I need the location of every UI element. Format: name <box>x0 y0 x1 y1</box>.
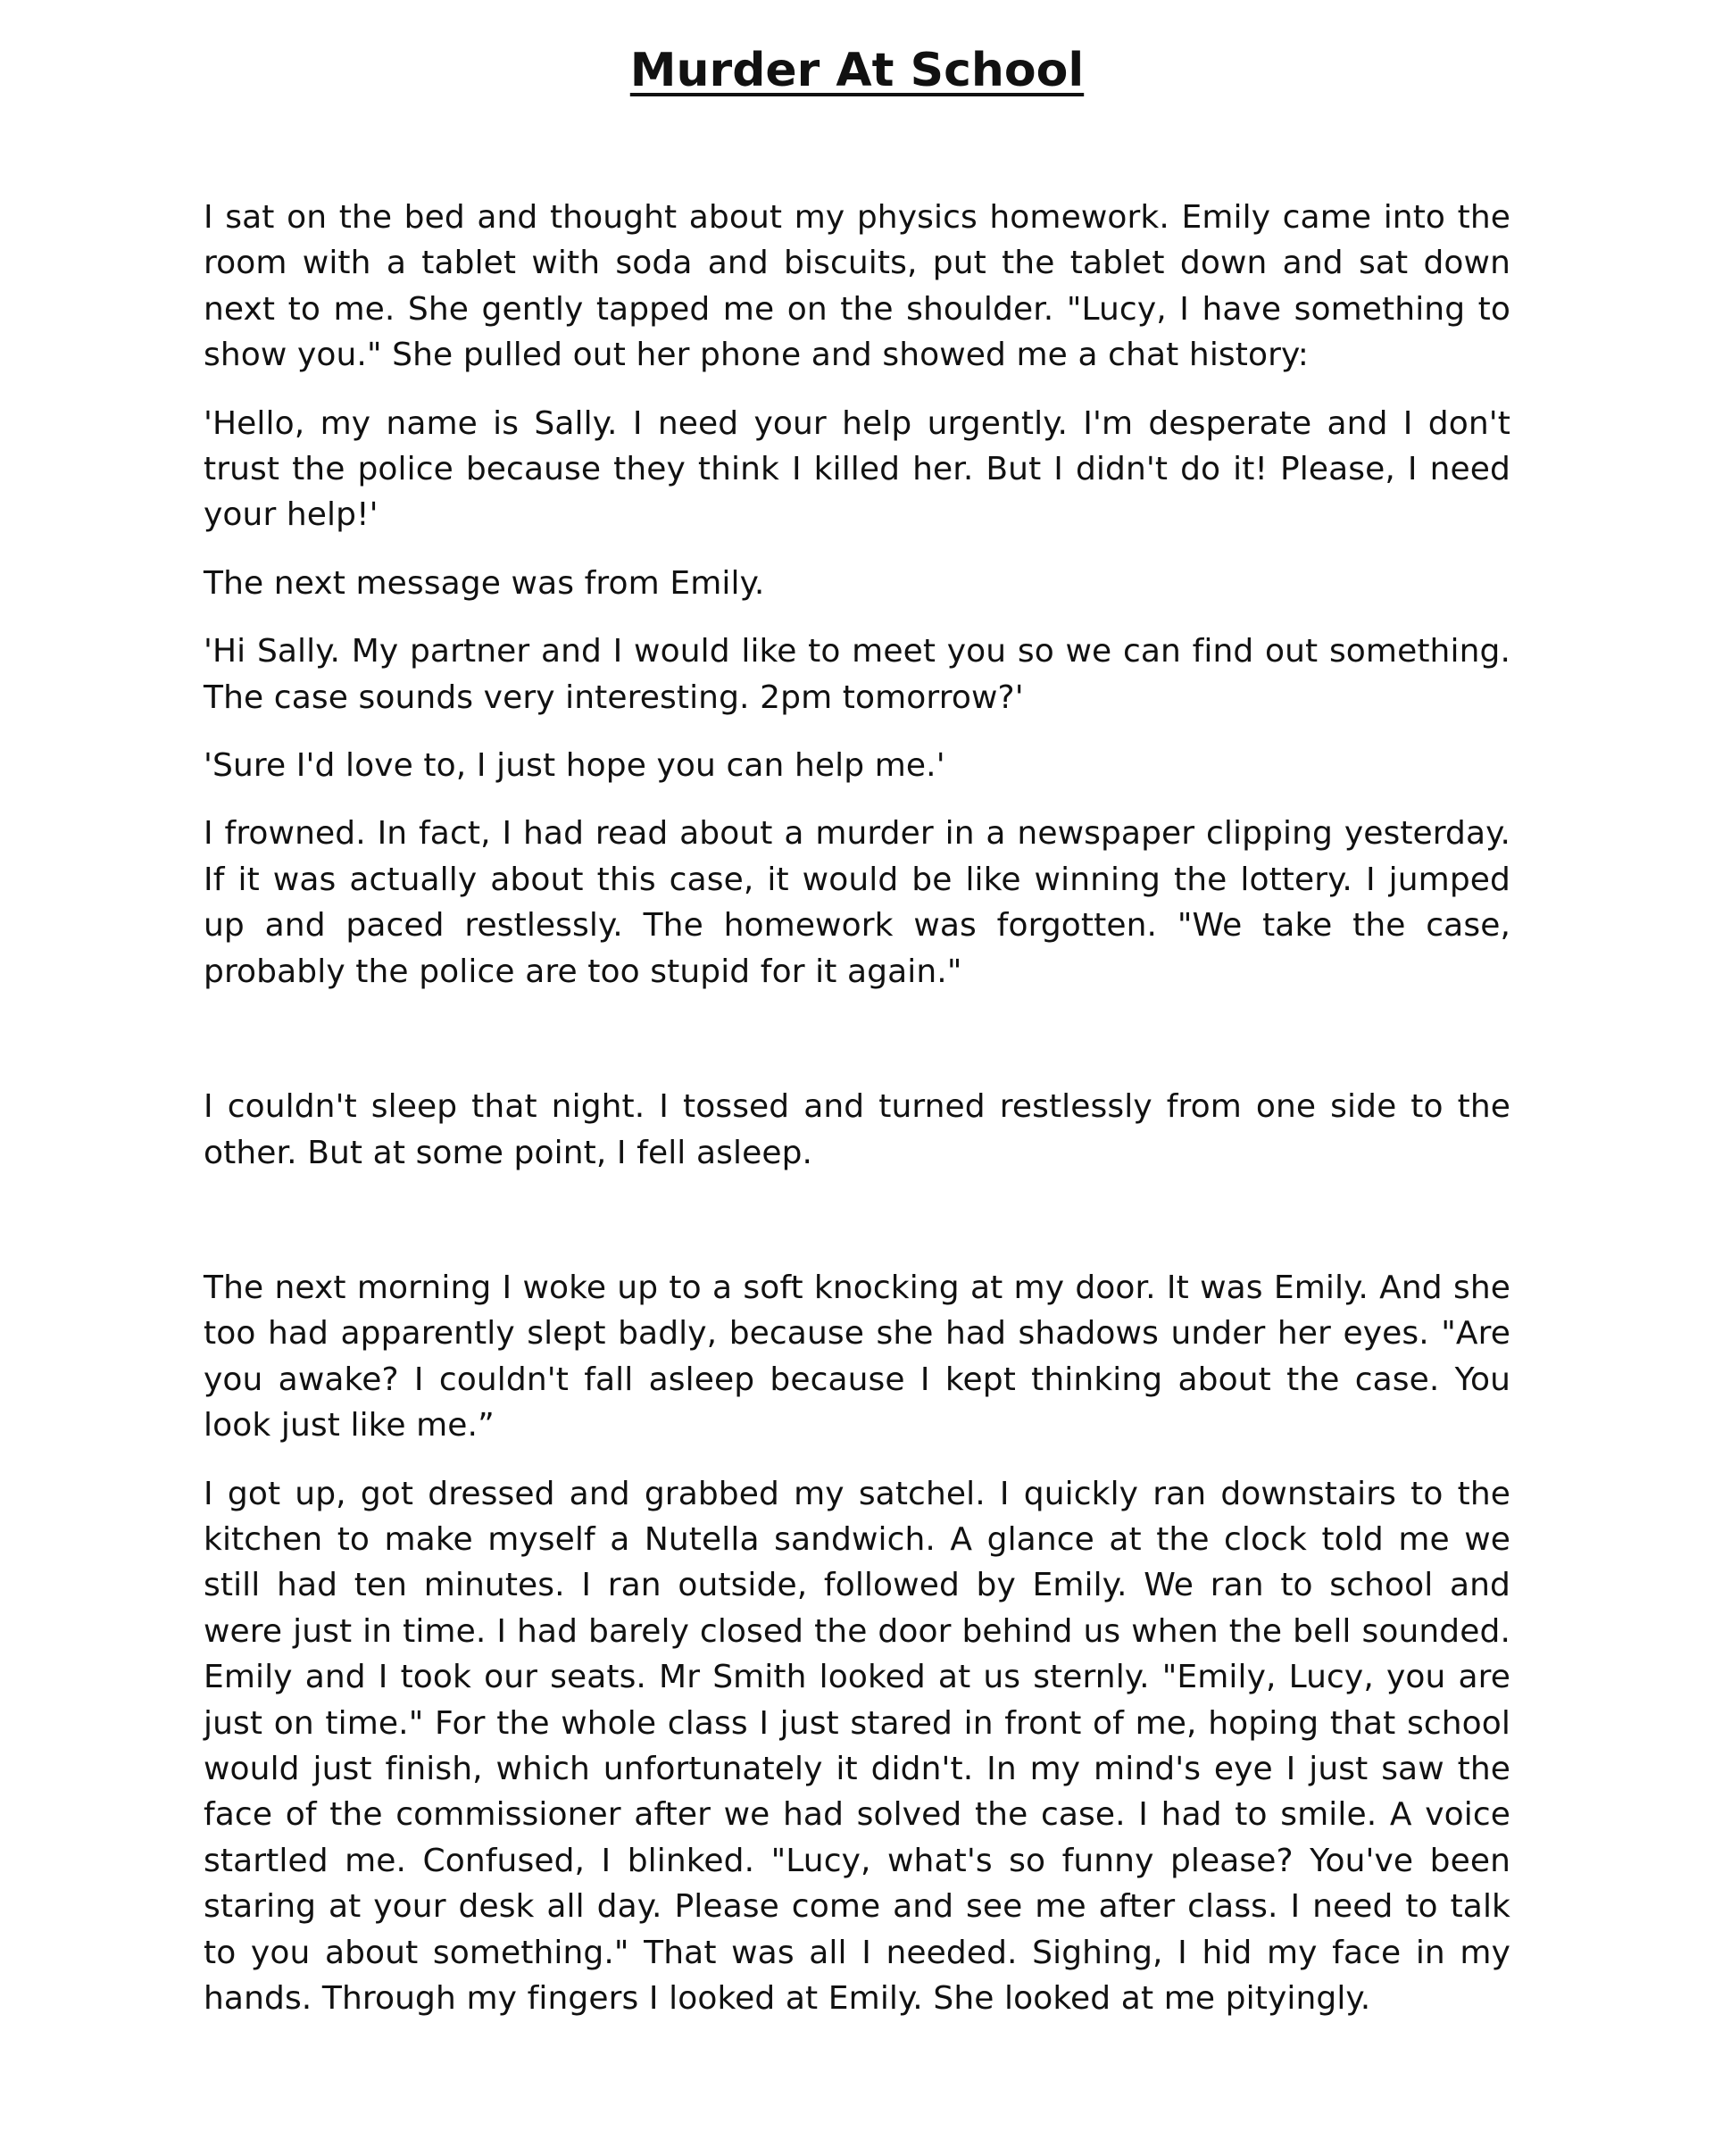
paragraph-school: I got up, got dressed and grabbed my satchel. I quickly ran downstairs to the kitchen to make myself a Nutella sandwich. A glance at the clock told me we still had ten minutes. I ran outside, followed by Emily. We ran to school and were just in time. I had barely closed the door behind us when the bell sounded. Emily and I took our seats. Mr Smith looked at us sternly. "Emily, Lucy, you are just on time." For the whole class I just stared in front of me, hoping that school would just finish, which unfortunately it didn't. In my mind's eye I just saw the face of the commissioner after we had solved the case. I had to smile. A voice startled me. Confused, I blinked. "Lucy, what's so funny please? You've been staring at your desk all day. Please come and see me after class. I need to talk to you about something." That was all I needed. Sighing, I hid my face in my hands. Through my fingers I looked at Emily. She looked at me pityingly. <box>204 1475 1510 2017</box>
page-title <box>0 39 1714 102</box>
paragraph-sally-message: 'Hello, my name is Sally. I need your help urgently. I'm desperate and I don't trust the police because they think I killed her. But I didn't do it! Please, I need your help!' <box>204 404 1510 534</box>
paragraph-next-morning: The next morning I woke up to a soft knocking at my door. It was Emily. And she too had apparently slept badly, because she had shadows under her eyes. "Are you awake? I couldn't fall asleep because I kept thinking about the case. You look just like me.” <box>204 1269 1510 1444</box>
paragraph-intro: I sat on the bed and thought about my physics homework. Emily came into the room with a tablet with soda and biscuits, put the tablet down and sat down next to me. She gently tapped me on the shoulder. "Lucy, I have something to show you." She pulled out her phone and showed me a chat history: <box>204 199 1510 374</box>
paragraph-next-message: The next message was from Emily. <box>204 564 765 602</box>
paragraph-sally-reply: 'Sure I'd love to, I just hope you can help me.' <box>204 747 945 785</box>
page-title-text: Murder At School <box>629 44 1085 97</box>
paragraph-night: I couldn't sleep that night. I tossed and turned restlessly from one side to the other. But at some point, I fell asleep. <box>204 1088 1510 1171</box>
story-body <box>204 195 1510 2044</box>
paragraph-frowned: I frowned. In fact, I had read about a murder in a newspaper clipping yesterday. If it was actually about this case, it would be like winning the lottery. I jumped up and paced restlessly. The homework was forgotten. "We take the case, probably the police are too stupid for it again." <box>204 815 1510 990</box>
paragraph-emily-reply: 'Hi Sally. My partner and I would like to meet you so we can find out something. The case sounds very interesting. 2pm tomorrow?' <box>204 633 1510 716</box>
